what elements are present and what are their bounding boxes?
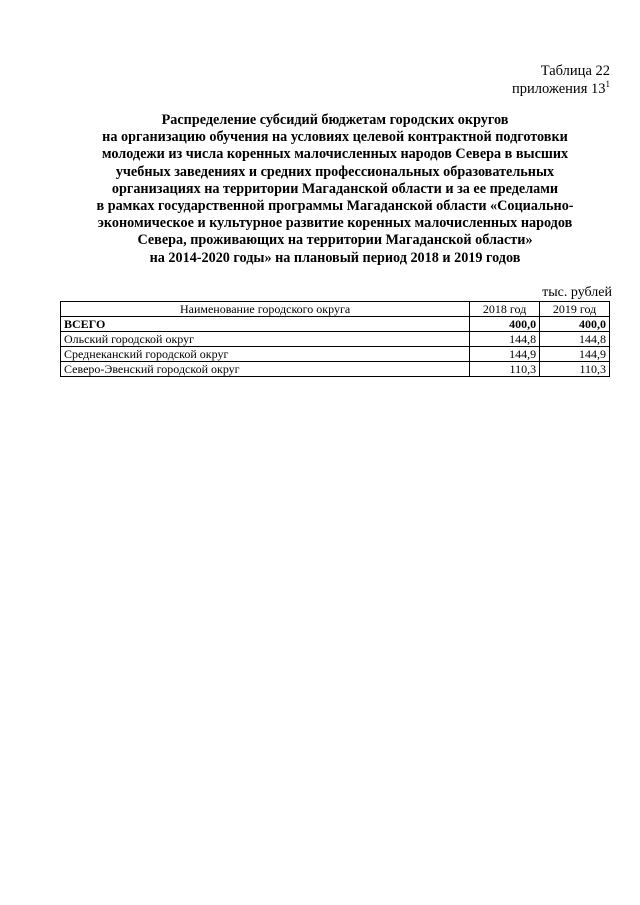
table-row (61, 362, 610, 377)
table-row-total (61, 317, 610, 332)
row-value-2018: 110,3 (470, 362, 540, 377)
title-line: на 2014-2020 годы» на плановый период 2018 и 2019 годов (149, 249, 521, 266)
header-2018: 2018 год (470, 302, 540, 317)
row-name: Ольский городской округ (61, 332, 470, 347)
title-line: на организацию обучения на условиях целевой контрактной подготовки (102, 129, 568, 146)
row-value-2018: 400,0 (470, 317, 540, 332)
title-line: в рамках государственной программы Магаданской области «Социально- (96, 198, 574, 215)
row-name: ВСЕГО (61, 317, 470, 332)
header-name: Наименование городского округа (61, 302, 470, 317)
title-line: Севера, проживающих на территории Магаданской области» (137, 232, 533, 249)
title-line: экономическое и культурное развитие коренных малочисленных народов (97, 215, 573, 232)
row-name: Северо-Эвенский городской округ (61, 362, 470, 377)
row-value-2018: 144,8 (470, 332, 540, 347)
document-title (60, 112, 610, 267)
title-line: организациях на территории Магаданской области и за ее пределами (111, 180, 559, 197)
units-label: тыс. рублей (542, 285, 612, 300)
header-2019: 2019 год (540, 302, 610, 317)
row-value-2019: 400,0 (540, 317, 610, 332)
table-header-row (61, 302, 610, 317)
title-line: молодежи из числа коренных малочисленных народов Севера в высших (101, 146, 569, 163)
table-row (61, 332, 610, 347)
row-value-2019: 144,8 (540, 332, 610, 347)
table-number: Таблица 22 (540, 63, 610, 79)
title-line: Распределение субсидий бюджетам городских округов (161, 112, 509, 128)
subsidy-table (60, 301, 610, 377)
appendix-superscript: 1 (605, 79, 610, 90)
title-line: учебных заведениях и средних профессиональных образовательных (115, 163, 555, 180)
row-name: Среднеканский городской округ (61, 347, 470, 362)
table-reference (512, 62, 610, 98)
row-value-2019: 110,3 (540, 362, 610, 377)
row-value-2019: 144,9 (540, 347, 610, 362)
appendix-reference (512, 80, 610, 98)
appendix-label: приложения 13 (512, 81, 606, 97)
row-value-2018: 144,9 (470, 347, 540, 362)
table-row (61, 347, 610, 362)
